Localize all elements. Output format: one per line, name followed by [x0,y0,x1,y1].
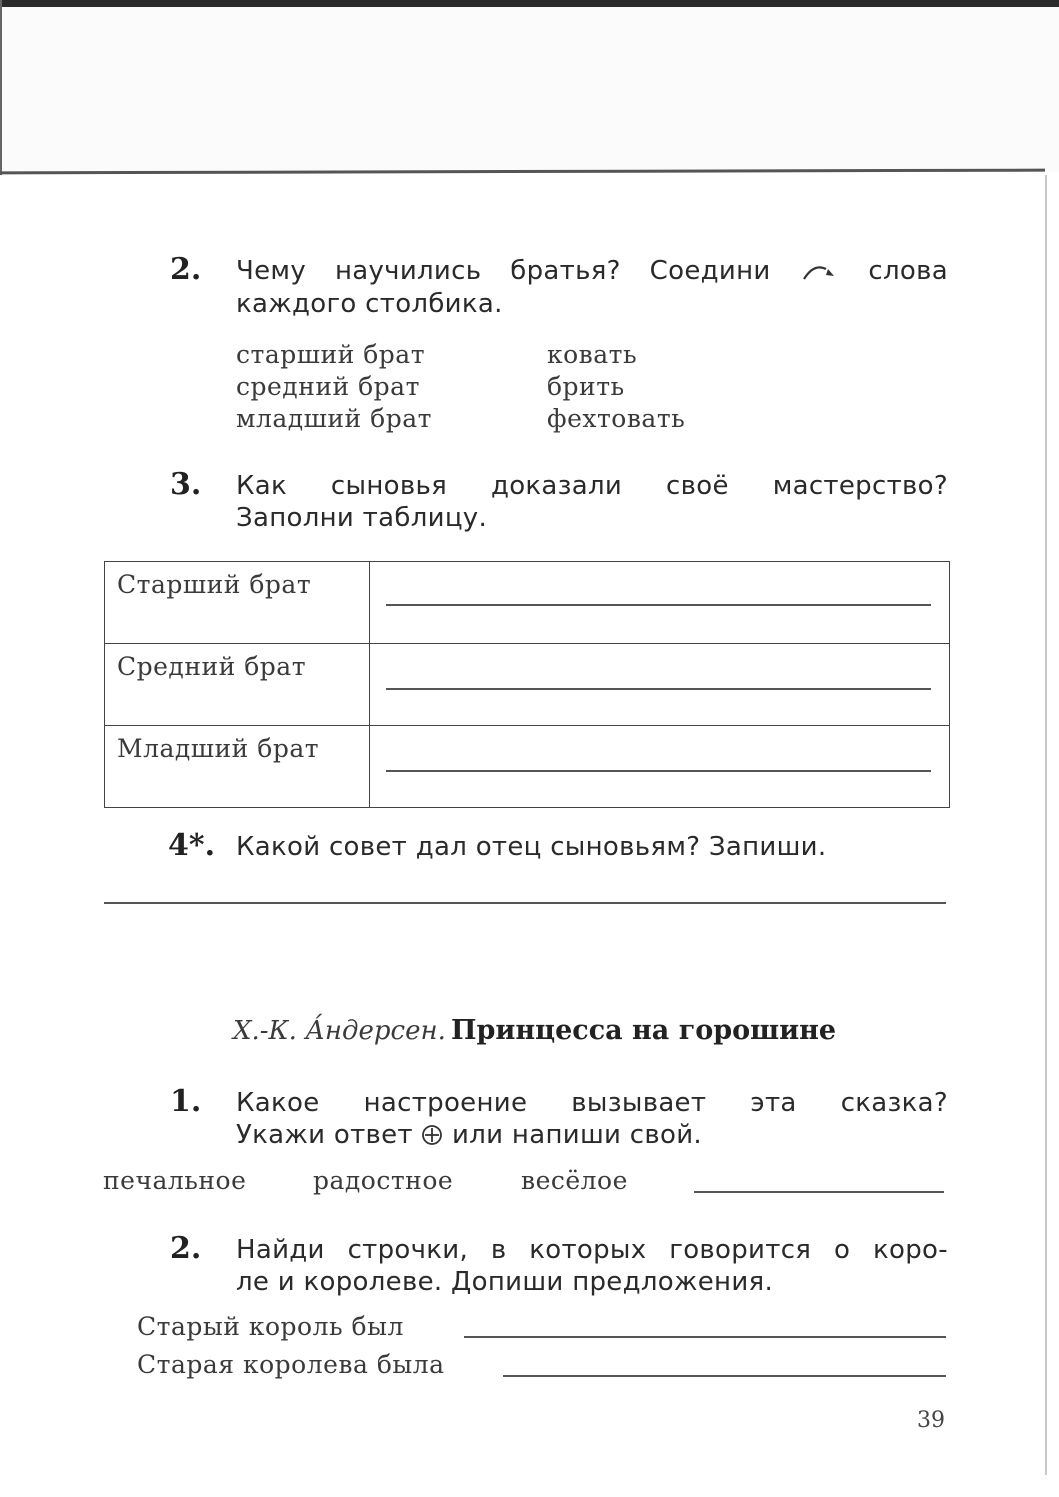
table-row [105,562,950,644]
left-column-item: старший брат [236,340,426,369]
king-answer-line[interactable] [464,1336,946,1338]
sentence-start-queen: Старая королева была [137,1350,445,1379]
right-column-item: брить [547,372,625,401]
story-task1-number: 1. [170,1084,202,1119]
mood-option[interactable]: весёлое [521,1166,628,1195]
story-author: Х.-К. А́ндерсен. [233,1016,446,1046]
answer-cell[interactable] [370,726,950,808]
story-task1-word: вызывает [571,1088,707,1118]
task2-word: Соедини [649,256,771,286]
task2-word: братья? [510,256,621,286]
story-title: Принцесса на горошине [450,1015,837,1046]
task4-question: Какой совет дал отец сыновьям? Запиши. [236,832,827,862]
story-task1-word: эта [750,1088,797,1118]
writing-line [386,770,931,772]
story-task1-question-line1 [236,1088,948,1118]
task3-number: 3. [170,467,202,502]
story-task2-word: коро- [873,1235,948,1265]
right-column-item: фехтовать [547,404,686,433]
writing-line [386,688,931,690]
task2-question-line1 [236,256,948,286]
story-task2-question-line1 [236,1235,948,1265]
writing-line [386,604,931,606]
story-task1-word: настроение [363,1088,528,1118]
task3-question-line2: Заполни таблицу. [236,503,488,533]
row-label: Младший брат [105,726,370,808]
right-column-item: ковать [547,340,638,369]
scan-top-edge [0,0,1059,7]
left-column-item: младший брат [236,404,432,433]
row-label: Средний брат [105,644,370,726]
story-task2-word: в [490,1235,507,1265]
page-number: 39 [917,1408,945,1433]
mood-option[interactable]: печальное [103,1166,247,1195]
task3-question-line1 [236,471,948,501]
story-task1-word: сказка? [840,1088,948,1118]
story-heading [233,1015,836,1046]
mood-option[interactable]: радостное [313,1166,454,1195]
scan-left-edge [0,0,2,175]
task2-number: 2. [170,252,202,287]
answer-table [104,561,950,808]
story-task2-word: которых [529,1235,647,1265]
task3-word: сыновья [330,471,448,501]
previous-page-strip [0,7,1059,172]
left-column-item: средний брат [236,372,420,401]
story-task2-question-line2: ле и королеве. Допиши предложения. [236,1267,774,1297]
story-task1-line2-start: Укажи ответ [236,1120,413,1150]
story-task2-word: строчки, [347,1235,469,1265]
story-task1-word: Какое [236,1088,320,1118]
task4-answer-line[interactable] [104,902,946,904]
sentence-start-king: Старый король был [137,1312,404,1341]
table-row [105,644,950,726]
story-task2-word: о [834,1235,851,1265]
task2-question-line2: каждого столбика. [236,289,503,319]
task3-word: своё [666,471,729,501]
queen-answer-line[interactable] [503,1375,946,1377]
row-label: Старший брат [105,562,370,644]
task3-word: доказали [490,471,623,501]
story-task2-word: Найди [236,1235,325,1265]
task2-word: слова [868,256,948,286]
task3-word: мастерство? [772,471,948,501]
table-row [105,726,950,808]
story-task2-number: 2. [170,1231,202,1266]
task2-word: Чему [236,256,307,286]
answer-cell[interactable] [370,644,950,726]
curved-arrow-icon [800,256,840,286]
own-answer-line[interactable] [694,1191,944,1193]
story-task1-line2-end: или напиши свой. [452,1120,702,1150]
story-task1-question-line2 [236,1120,702,1150]
circled-plus-icon [421,1120,452,1150]
task4-number: 4*. [168,828,216,863]
task3-word: Как [236,471,287,501]
page-right-edge [1045,175,1047,1475]
answer-cell[interactable] [370,562,950,644]
task2-word: научились [334,256,482,286]
story-task2-word: говорится [669,1235,812,1265]
